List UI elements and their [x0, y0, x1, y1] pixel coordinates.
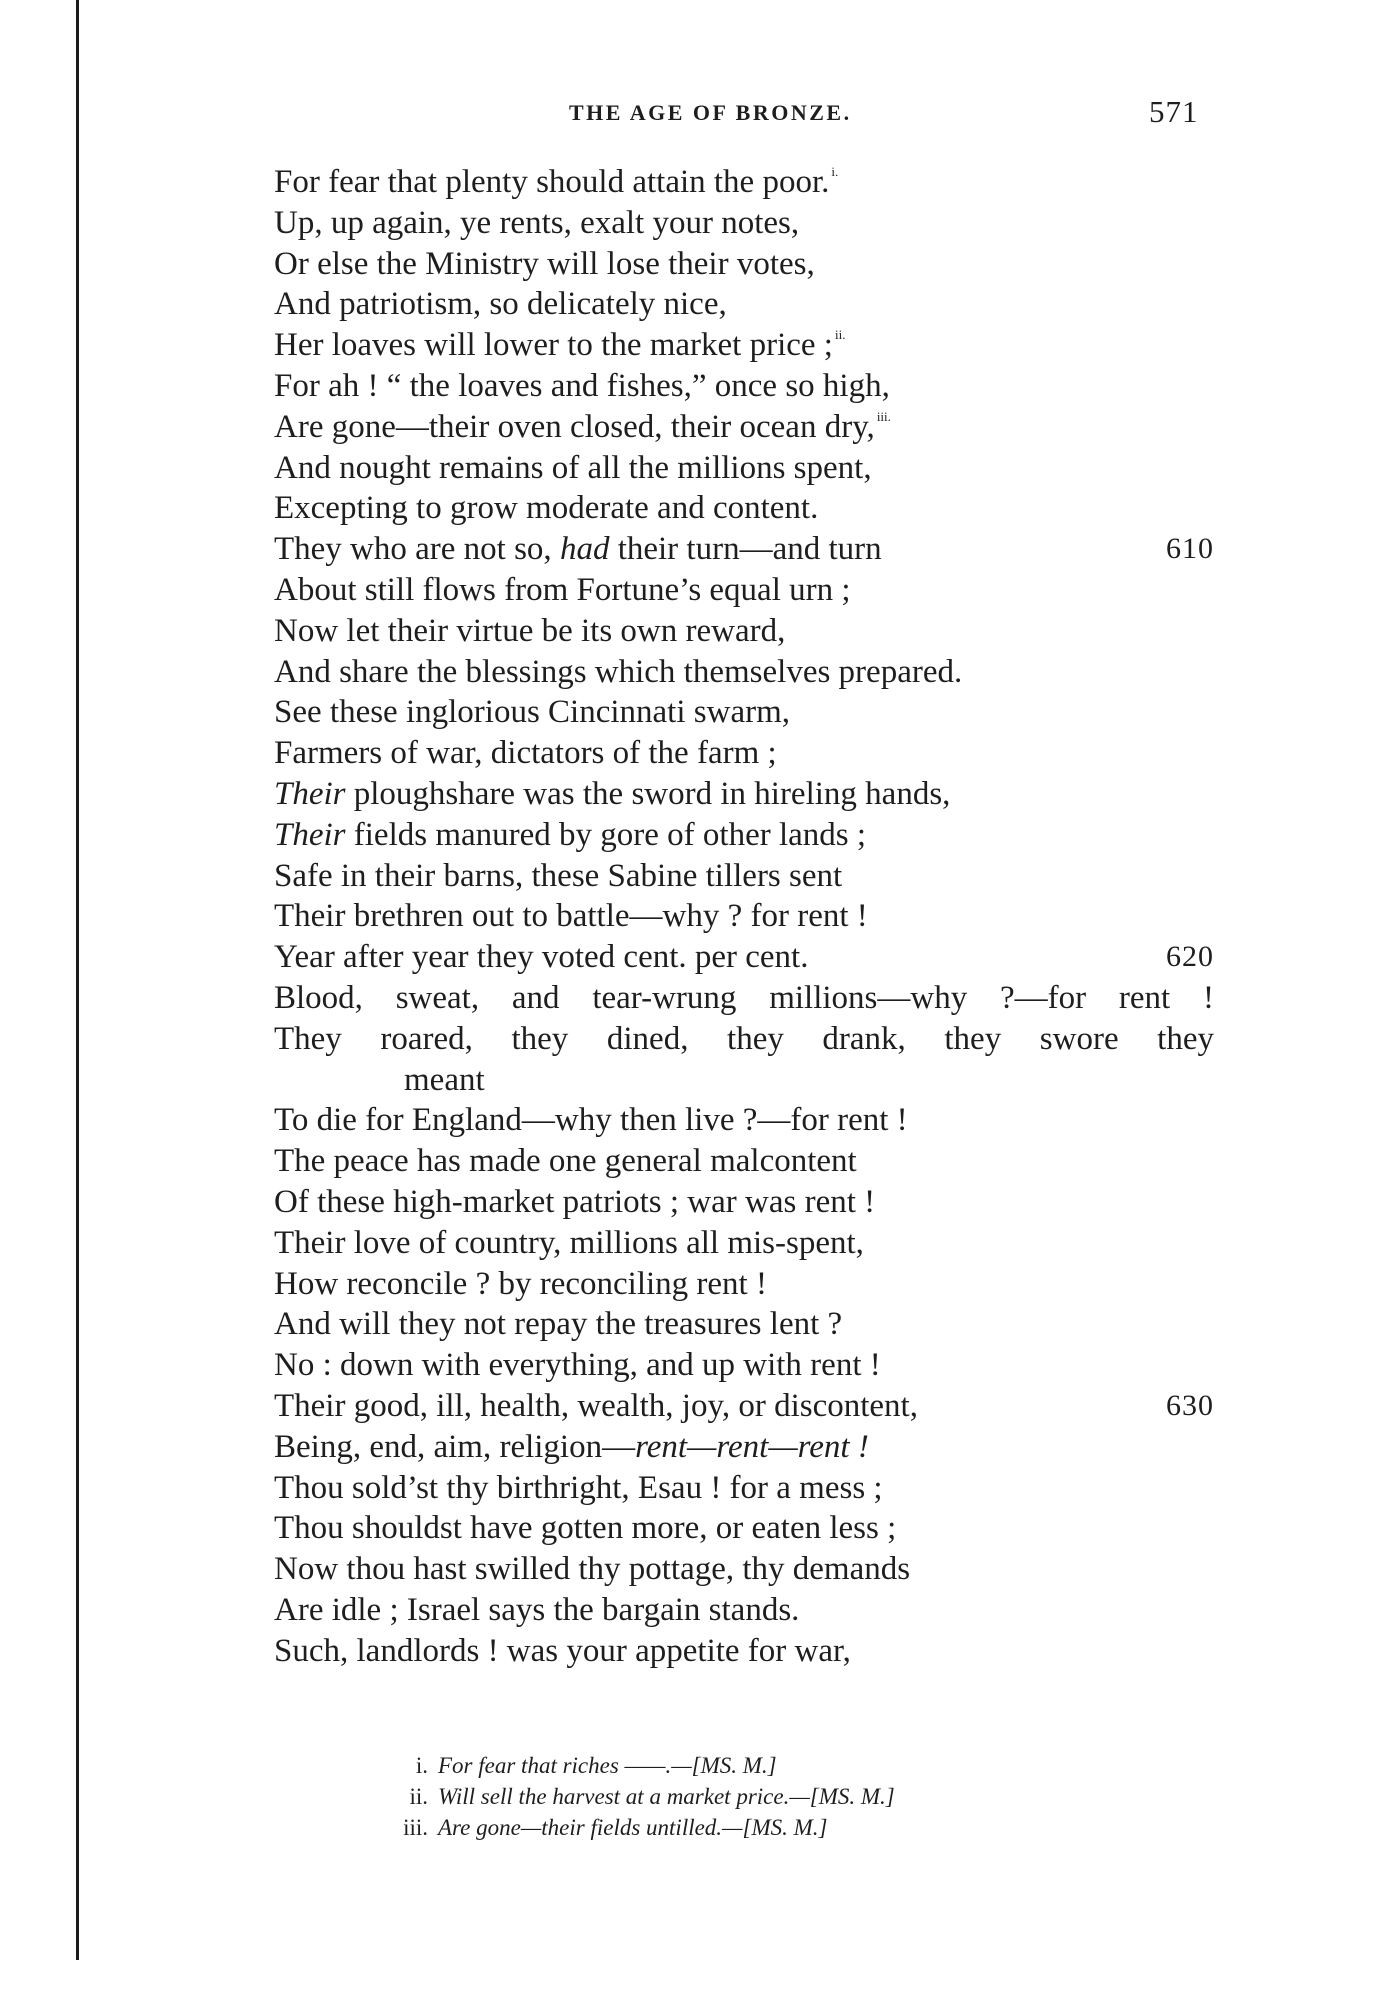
line-text: Thou shouldst have gotten more, or eaten less ;	[274, 1510, 897, 1547]
line-text: Are gone—their oven closed, their ocean dry,	[274, 408, 875, 445]
emphasized-text: Their	[274, 816, 346, 853]
poem-line	[274, 570, 1214, 611]
poem-line	[274, 1141, 1214, 1182]
line-text: Or else the Ministry will lose their votes,	[274, 245, 815, 282]
emphasized-text: Their	[274, 775, 346, 812]
poem-line	[274, 1427, 1214, 1468]
footnotes	[380, 1750, 1080, 1843]
poem-line	[274, 611, 1214, 652]
line-text: Up, up again, ye rents, exalt your notes,	[274, 204, 800, 241]
running-title: THE AGE OF BRONZE.	[569, 100, 852, 125]
footnote-marker: ii.	[834, 327, 846, 343]
poem-line	[274, 937, 1214, 978]
poem-line	[274, 529, 1214, 570]
line-text: See these inglorious Cincinnati swarm,	[274, 694, 790, 731]
line-text: They roared, they dined, they drank, they swore they	[274, 1020, 1214, 1057]
footnote	[380, 1781, 1080, 1812]
poem-line	[274, 366, 1214, 407]
line-number: 630	[1166, 1388, 1214, 1422]
footnote-text: Are gone—their fields untilled.—[MS. M.]	[438, 1815, 828, 1840]
poem-body	[274, 162, 1214, 1671]
poem-line	[274, 1264, 1214, 1305]
line-text: And share the blessings which themselves prepared.	[274, 653, 963, 690]
poem-line	[274, 733, 1214, 774]
poem-line	[274, 203, 1214, 244]
line-text: And patriotism, so delicately nice,	[274, 286, 727, 323]
footnote	[380, 1750, 1080, 1781]
poem-line	[274, 856, 1214, 897]
poem-line	[274, 1304, 1214, 1345]
line-text: To die for England—why then live ?—for rent !	[274, 1102, 908, 1139]
poem-line	[274, 448, 1214, 489]
line-text: Thou sold’st thy birthright, Esau ! for a mess ;	[274, 1469, 883, 1506]
poem-line	[274, 1508, 1214, 1549]
emphasized-text: rent—rent—rent !	[635, 1428, 869, 1465]
poem-line	[274, 774, 1214, 815]
footnote-text: Will sell the harvest at a market price.—[MS. M.]	[438, 1784, 895, 1809]
poem-line	[274, 1549, 1214, 1590]
poem-line	[274, 1345, 1214, 1386]
poem-line	[274, 284, 1214, 325]
poem-line	[274, 488, 1214, 529]
emphasized-text: had	[559, 531, 610, 568]
poem-line	[274, 325, 1214, 366]
line-text: Year after year they voted cent. per cent.	[274, 939, 809, 976]
line-text: Now thou hast swilled thy pottage, thy demands	[274, 1551, 911, 1588]
footnote-label: iii.	[403, 1815, 428, 1840]
line-text: The peace has made one general malcontent	[274, 1143, 857, 1180]
line-text: their turn—and turn	[609, 531, 882, 568]
line-text: Their good, ill, health, wealth, joy, or discontent,	[274, 1387, 918, 1424]
line-text: ploughshare was the sword in hireling hands,	[345, 775, 951, 812]
line-text: No : down with everything, and up with rent !	[274, 1347, 881, 1384]
poem-line	[274, 652, 1214, 693]
line-number: 620	[1166, 940, 1214, 974]
poem-line	[274, 978, 1214, 1019]
poem-line	[274, 1386, 1214, 1427]
line-text: Their love of country, millions all mis-spent,	[274, 1224, 864, 1261]
line-number: 610	[1166, 532, 1214, 566]
footnote-label: i.	[415, 1753, 428, 1778]
line-text: For fear that plenty should attain the poor.	[274, 164, 830, 200]
poem-line	[274, 1060, 1214, 1101]
poem-line	[274, 896, 1214, 937]
line-text: And will they not repay the treasures lent ?	[274, 1306, 843, 1343]
line-text: Safe in their barns, these Sabine tillers sent	[274, 857, 843, 894]
line-text: Blood, sweat, and tear-wrung millions—why ?—for rent !	[274, 979, 1214, 1016]
poem-line	[274, 1223, 1214, 1264]
line-text: About still flows from Fortune’s equal urn ;	[274, 571, 851, 608]
line-text: They who are not so,	[274, 531, 560, 568]
line-text: Being, end, aim, religion—	[274, 1428, 636, 1465]
page-header	[0, 94, 1385, 134]
footnote-text: For fear that riches ——.—[MS. M.]	[438, 1753, 777, 1778]
poem-line	[274, 1100, 1214, 1141]
line-text: Of these high-market patriots ; war was rent !	[274, 1183, 876, 1220]
poem-line	[274, 1590, 1214, 1631]
footnote	[380, 1812, 1080, 1843]
poem-line	[274, 162, 1214, 203]
poem-line	[274, 1182, 1214, 1223]
page-number: 571	[1149, 94, 1199, 129]
line-text: Their brethren out to battle—why ? for rent !	[274, 898, 868, 935]
line-text: Farmers of war, dictators of the farm ;	[274, 735, 777, 772]
poem-line	[274, 815, 1214, 856]
line-text: And nought remains of all the millions spent,	[274, 449, 872, 486]
poem-line	[274, 1468, 1214, 1509]
line-text: How reconcile ? by reconciling rent !	[274, 1265, 767, 1302]
line-text: meant	[404, 1061, 485, 1098]
line-text: Such, landlords ! was your appetite for war,	[274, 1632, 851, 1669]
footnote-marker: i.	[831, 164, 839, 179]
line-text: Now let their virtue be its own reward,	[274, 612, 786, 649]
line-text: Excepting to grow moderate and content.	[274, 490, 819, 527]
line-text: For ah ! “ the loaves and fishes,” once so high,	[274, 367, 890, 404]
poem-line	[274, 1631, 1214, 1672]
poem-line	[274, 1019, 1214, 1060]
line-text: Her loaves will lower to the market price ;	[274, 327, 833, 364]
poem-line	[274, 692, 1214, 733]
footnote-marker: iii.	[876, 408, 891, 424]
page-gutter-rule	[76, 0, 79, 1960]
poem-line	[274, 407, 1214, 448]
footnote-label: ii.	[409, 1784, 428, 1809]
poem-line	[274, 244, 1214, 285]
line-text: Are idle ; Israel says the bargain stands.	[274, 1591, 800, 1628]
line-text: fields manured by gore of other lands ;	[345, 816, 867, 853]
